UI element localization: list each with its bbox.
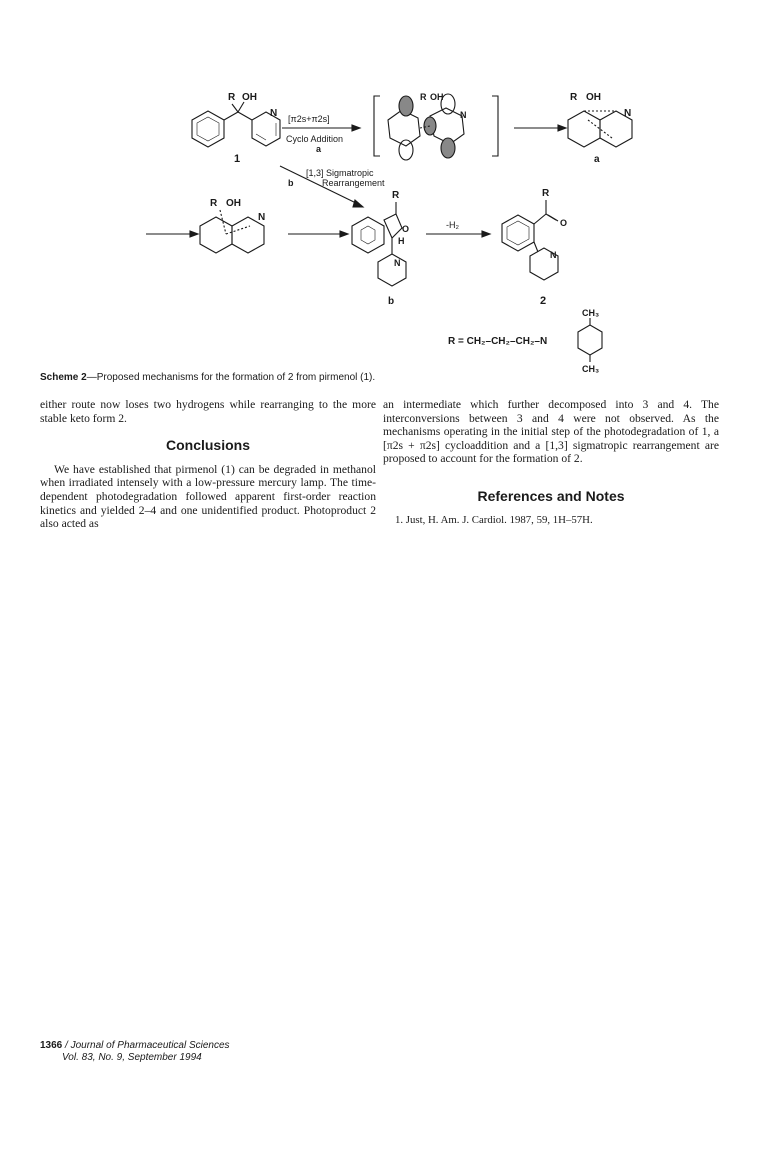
conclusions-heading: Conclusions bbox=[165, 437, 250, 454]
label-intermediate-a: a bbox=[594, 154, 600, 165]
label-sig-line2: Rearrangement bbox=[322, 178, 385, 188]
compound-1-structure bbox=[192, 102, 280, 147]
page-footer bbox=[40, 1040, 230, 1064]
label-intermediate-b: b bbox=[388, 296, 395, 307]
references-heading: References and Notes bbox=[477, 487, 625, 504]
label-r-2prod: R bbox=[542, 188, 550, 199]
left-column bbox=[40, 398, 376, 531]
label-route-a: a bbox=[316, 144, 322, 154]
label-cyclo-bottom: Cyclo Addition bbox=[286, 134, 344, 144]
label-route-b: b bbox=[288, 178, 294, 188]
label-oh-1: OH bbox=[242, 92, 257, 103]
label-compound-2: 2 bbox=[540, 295, 547, 307]
left-paragraph-1: either route now loses two hydrogens while rearranging to the more stable keto form 2. bbox=[40, 398, 376, 425]
label-r-1: R bbox=[228, 92, 236, 103]
label-n-bracket: N bbox=[460, 110, 467, 120]
r-group-structure bbox=[578, 318, 602, 362]
label-compound-1: 1 bbox=[234, 153, 241, 165]
label-o-2prod: O bbox=[560, 218, 568, 228]
compound-2-structure bbox=[502, 200, 558, 280]
label-r-bracket: R bbox=[420, 92, 427, 102]
label-n-2prod: N bbox=[550, 250, 557, 260]
label-o-b: O bbox=[402, 224, 410, 234]
scheme-caption bbox=[40, 372, 740, 384]
label-n-1: N bbox=[270, 108, 278, 119]
label-r-b: R bbox=[392, 190, 400, 201]
label-n-2: N bbox=[258, 212, 266, 223]
label-cyclo-top: [π2s+π2s] bbox=[288, 114, 330, 124]
label-ch3-bottom: CH₃ bbox=[582, 364, 600, 374]
left-paragraph-2: We have established that pirmenol (1) can be degraded in methanol when irradiated intensely with a low-pressure mercury lamp. The time-dependent photodegradation followed apparent first-order reaction kinetics and yielded 2–4 and one unidentified product. Photoproduct 2 also acted as bbox=[40, 462, 376, 531]
page-number: 1366 bbox=[40, 1040, 63, 1051]
journal-issue: Vol. 83, No. 9, September 1994 bbox=[62, 1052, 202, 1063]
label-r-def: R = CH₂–CH₂–CH₂–N bbox=[448, 336, 548, 347]
label-h-b: H bbox=[398, 236, 405, 246]
scheme-diagram bbox=[130, 86, 690, 376]
intermediate-a-structure bbox=[568, 111, 632, 147]
label-r-a: R bbox=[570, 92, 578, 103]
label-minus-h2: -H₂ bbox=[446, 220, 459, 230]
caption-text: —Proposed mechanisms for the formation of 2 from pirmenol (1). bbox=[86, 372, 376, 383]
caption-label: Scheme 2 bbox=[40, 372, 87, 383]
label-oh-bracket: OH bbox=[430, 92, 444, 102]
label-oh-a: OH bbox=[586, 92, 601, 103]
journal-name: / Journal of Pharmaceutical Sciences bbox=[62, 1040, 230, 1051]
label-r-2: R bbox=[210, 198, 218, 209]
label-ch3-top: CH₃ bbox=[582, 308, 600, 318]
label-n-b: N bbox=[394, 258, 401, 268]
right-column bbox=[383, 398, 719, 527]
orbital-intermediate bbox=[388, 94, 464, 160]
rearranged-structure bbox=[200, 210, 264, 253]
label-oh-2: OH bbox=[226, 198, 241, 209]
right-paragraph-1: an intermediate which further decomposed into 3 and 4. The interconversions between 3 and 4 were not observed. As the mechanisms operating in the initial step of the photodegradation of 1, a [π2s + π2s] cycloaddition and a [1,3] sigmatropic rearrangement are proposed to account for the formation of 2. bbox=[383, 398, 719, 466]
reference-1: 1. Just, H. Am. J. Cardiol. 1987, 59, 1H–57H. bbox=[395, 513, 593, 526]
scheme-figure bbox=[130, 86, 690, 376]
label-sig-line1: [1,3] Sigmatropic bbox=[306, 168, 374, 178]
label-n-a: N bbox=[624, 108, 632, 119]
